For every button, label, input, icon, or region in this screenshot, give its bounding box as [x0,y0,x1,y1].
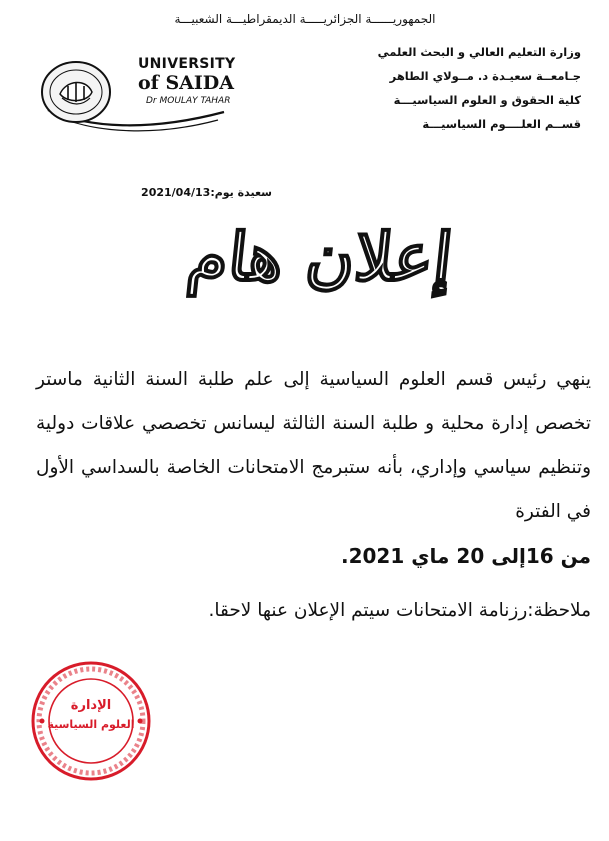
official-stamp [28,658,154,784]
announcement-note: ملاحظة:رزنامة الامتحانات سيتم الإعلان عنها لاحقا. [208,600,591,621]
announcement-body [36,358,591,578]
exam-dates: من 16إلى 20 ماي 2021. [340,544,591,568]
stamp-text [28,696,154,734]
republic-heading: الجمهوريــــــة الجزائريـــــة الديمقراطيـــة الشعبيـــة [174,12,436,26]
logo-university-text: UNIVERSITY [138,56,236,72]
administrative-header [331,40,581,136]
document-date: سعيدة يوم:2021/04/13 [141,186,272,199]
university-name: جـامعــة سعيـدة د. مــولاي الطاهر [389,69,581,83]
stamp-administration: الإدارة [70,698,112,713]
department-name: قســم العلــــوم السياسيـــة [422,117,581,131]
stamp-department: العلوم السياسية [47,718,135,731]
faculty-name: كلية الحقوق و العلوم السياسيـــة [393,93,581,107]
logo-saida-text: of SAIDA [138,72,235,94]
logo-tahar-text: Dr MOULAY TAHAR [146,96,231,106]
announcement-title: إعلان هام [183,218,457,296]
announcement-paragraph: ينهي رئيس قسم العلوم السياسية إلى علم طلبة السنة الثانية ماستر تخصص إدارة محلية و طلبة السنة الثالثة ليسانس تخصصي علاقات دولية وتنظيم سياسي وإداري، بأنه ستبرمج الامتحانات الخاصة بالسداسي الأول في الفترة [36,369,591,522]
ministry-name: وزارة التعليم العالي و البحث العلمي [377,45,581,59]
university-logo [28,50,236,136]
